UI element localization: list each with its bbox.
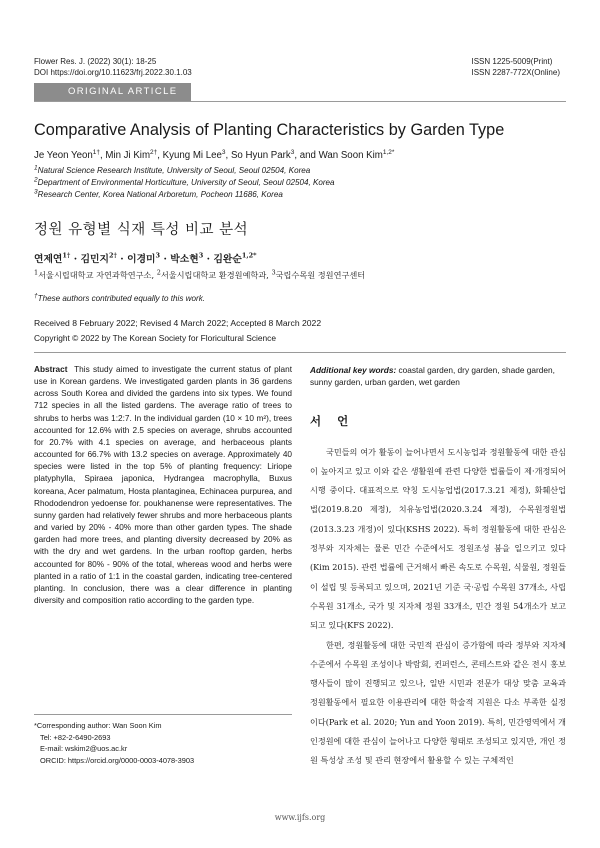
korean-author-name: 이경미 xyxy=(127,254,156,265)
corresponding-tel: Tel: +82-2-6490-2693 xyxy=(40,732,111,742)
author-sup: 1,2* xyxy=(382,148,395,156)
korean-affiliation-text: 서울시립대학교 환경원예학과, xyxy=(160,270,272,280)
top-divider xyxy=(34,101,566,102)
keywords-block xyxy=(310,364,566,389)
author-sup: 1† xyxy=(62,251,71,260)
doi-line[interactable]: DOI https://doi.org/10.11623/frj.2022.30.1.03 xyxy=(34,67,192,77)
received-dates: Received 8 February 2022; Revised 4 March 2022; Accepted 8 March 2022 xyxy=(34,318,322,328)
author-sup: 3 xyxy=(155,251,161,260)
author-sup: 1,2* xyxy=(241,251,257,260)
correspondence-block xyxy=(34,720,194,767)
affiliation-num: 3 xyxy=(271,268,276,277)
author-name: So Hyun Park xyxy=(230,150,291,161)
abstract-block xyxy=(34,364,292,607)
issn-online: ISSN 2287-772X(Online) xyxy=(471,67,560,77)
paragraph: 국민들의 여가 활동이 늘어나면서 도시농업과 정원활동에 대한 관심이 높아지고 있고 이와 같은 생활원예 관련 다양한 법률들이 제·개정되어 시행 중이다. 대표적으로 약칭 도시농업법(2017.3.21 제정), 화훼산업법(2019.8.20 제정), 치유농업법(2020.3.24 제정), 수목원정원법(2013.3.23 개정)이 있다(KSHS 2022). 특히 정원활동에 대한 관심은 정부와 지자체는 물론 민간 수준에서도 정원조성 붐을 일으키고 있다(Kim 2015). 관련 법률에 근거해서 빠른 속도로 수목원, 식물원, 정원들이 설립 및 등록되고 있으며, 2021년 기준 국·공립 수목원 37개소, 사립 수목원 31개소, 국가 및 지자체 정원 33개소, 민간 정원 54개소가 보고되고 있다(KFS 2022). xyxy=(310,446,566,631)
korean-author-name: 박소현 xyxy=(170,254,199,265)
author-sup: 2† xyxy=(150,148,158,156)
korean-title: 정원 유형별 식재 특성 비교 분석 xyxy=(34,222,249,238)
article-type-tag: ORIGINAL ARTICLE xyxy=(34,83,191,101)
korean-affiliation-text: 서울시립대학교 자연과학연구소, xyxy=(38,270,157,280)
korean-author-name: 김완순 xyxy=(213,254,242,265)
corresponding-email[interactable]: E-mail: wskim2@uos.ac.kr xyxy=(40,744,128,754)
affiliation xyxy=(34,190,283,199)
affiliation-text: Natural Science Research Institute, University of Seoul, Seoul 02504, Korea xyxy=(37,166,311,175)
correspondence-divider xyxy=(34,714,292,715)
author-sup: 3 xyxy=(221,148,226,156)
author-sup: 1† xyxy=(92,148,100,156)
corresponding-author: *Corresponding author: Wan Soon Kim xyxy=(34,721,162,730)
affiliation xyxy=(34,166,310,175)
author-name: Je Yeon Yeon xyxy=(34,150,93,161)
affiliation-num: 2 xyxy=(34,176,38,184)
author-name: Min Ji Kim xyxy=(105,150,151,161)
contribution-note xyxy=(34,294,205,303)
korean-author-list: 연제연$^{1\dagger}$ · 김민지$^{2\dagger}$ · 이경미$^3$ · 박소현$^3$ · 김완순$^{1,2*}$ xyxy=(34,251,257,265)
abstract-label: Abstract xyxy=(34,365,68,374)
keywords-text: coastal garden, dry garden, shade garden, sunny garden, urban garden, wet garden xyxy=(310,365,555,388)
paragraph: 한편, 정원활동에 대한 국민적 관심이 증가함에 따라 정부와 지자체 수준에서 수목원 조성이나 박람회, 컨퍼런스, 콘테스트와 같은 전시 홍보 행사들이 많이 진행되고 있으나, 일반 시민과 전문가 대상 맞춤 교육과 정원활동에서 필요한 이용관리에 대한 학술적 지원은 다소 부족한 실정이다(Park et al. 2020; Yun and Yoon 2019). 특히, 민간영역에서 개인정원에 대한 관심이 늘어나고 다양한 형태로 조성되고 있지만, 개인 정원 특성상 조성 및 관리 현장에서 활용할 수 있는 구체적인 xyxy=(310,639,566,766)
journal-citation xyxy=(34,57,192,78)
author-sup: 3 xyxy=(198,251,204,260)
affiliation xyxy=(34,178,335,187)
affiliation-num: 1 xyxy=(34,164,38,172)
article-title: Comparative Analysis of Planting Characteristics by Garden Type xyxy=(34,121,505,139)
introduction-body xyxy=(310,443,566,771)
author-sup: 2† xyxy=(108,251,117,260)
korean-author-name: 연제연 xyxy=(34,254,63,265)
author-name: Wan Soon Kim xyxy=(318,150,383,161)
affiliation-text: Research Center, Korea National Arboretum, Pocheon 11686, Korea xyxy=(37,190,283,199)
korean-author-name: 김민지 xyxy=(80,254,109,265)
affiliation-text: Department of Environmental Horticulture, University of Seoul, Seoul 02504, Korea xyxy=(37,178,335,187)
affiliation-num: 2 xyxy=(156,268,161,277)
korean-affiliations xyxy=(34,270,365,281)
keywords-label: Additional key words: xyxy=(310,365,397,375)
issn-print: ISSN 1225-5009(Print) xyxy=(471,57,553,66)
introduction-heading: 서 언 xyxy=(310,413,355,428)
issn-block xyxy=(472,57,561,78)
affiliation-num: 3 xyxy=(34,188,38,196)
affiliation-num: 1 xyxy=(34,268,39,277)
author-sup: 3 xyxy=(290,148,295,156)
korean-affiliation-text: 국립수목원 정원연구센터 xyxy=(275,270,366,280)
contribution-text: These authors contributed equally to this work. xyxy=(37,294,205,303)
corresponding-orcid[interactable]: ORCID: https://orcid.org/0000-0003-4078-3903 xyxy=(40,756,195,766)
abstract-text: This study aimed to investigate the current status of plant use in Korean gardens. We investigated garden plants in 36 gardens across South Korea and divided the gardens into six types. We found 712 species in all the listed gardens. The average ratio of trees to shrubs to herbs was 1:2:7. In the individual garden (10 × 10 m²), trees accounted for 12.6% with 2.5 species on average, shrubs accounted for 20.7% with 4.1 species on average, and herbaceous plants accounted for 66.7% with 13.2 species on average. Approximately 40 species were listed in the top 5% of planting frequency: Liriope platyphylla, Spiraea japonica, Hydrangea macrophylla, Buxus koreana, Acer palmatum, Hosta plantaginea, Echinacea purpurea, and Rhododendron yedoense for. poukhanense were representatives. The sunny garden had relatively fewer shrubs and more herbaceous plants and varied by 20% - 40% more than other garden types. The shade garden had more trees, and planting diversity decreased by 20% as with the dry and wet gardens. In the urban rooftop garden, herbs accounted for 80% - 90% of the total, whereas wood and herbs were planted in a ratio of 1:1 in the coastal garden, indicating tree-centered planting. In conclusion, there was a clear difference in planting diversity and composition ratio according to the garden type. xyxy=(34,365,292,605)
author-list: Je Yeon Yeon$^{1\dagger}$, Min Ji Kim$^{2\dagger}$, Kyung Mi Lee$^3$, So Hyun Park$^3$, and Wan Soon Kim$^{1,2*}$ xyxy=(34,148,395,161)
right-column xyxy=(310,364,566,771)
copyright-line: Copyright © 2022 by The Korean Society for Floricultural Science xyxy=(34,333,277,343)
author-name: Kyung Mi Lee xyxy=(162,150,222,161)
footer-url[interactable]: www.ijfs.org xyxy=(274,813,326,822)
middle-divider xyxy=(34,352,566,353)
dagger-mark: † xyxy=(34,292,38,300)
journal-line: Flower Res. J. (2022) 30(1): 18-25 xyxy=(34,57,157,66)
